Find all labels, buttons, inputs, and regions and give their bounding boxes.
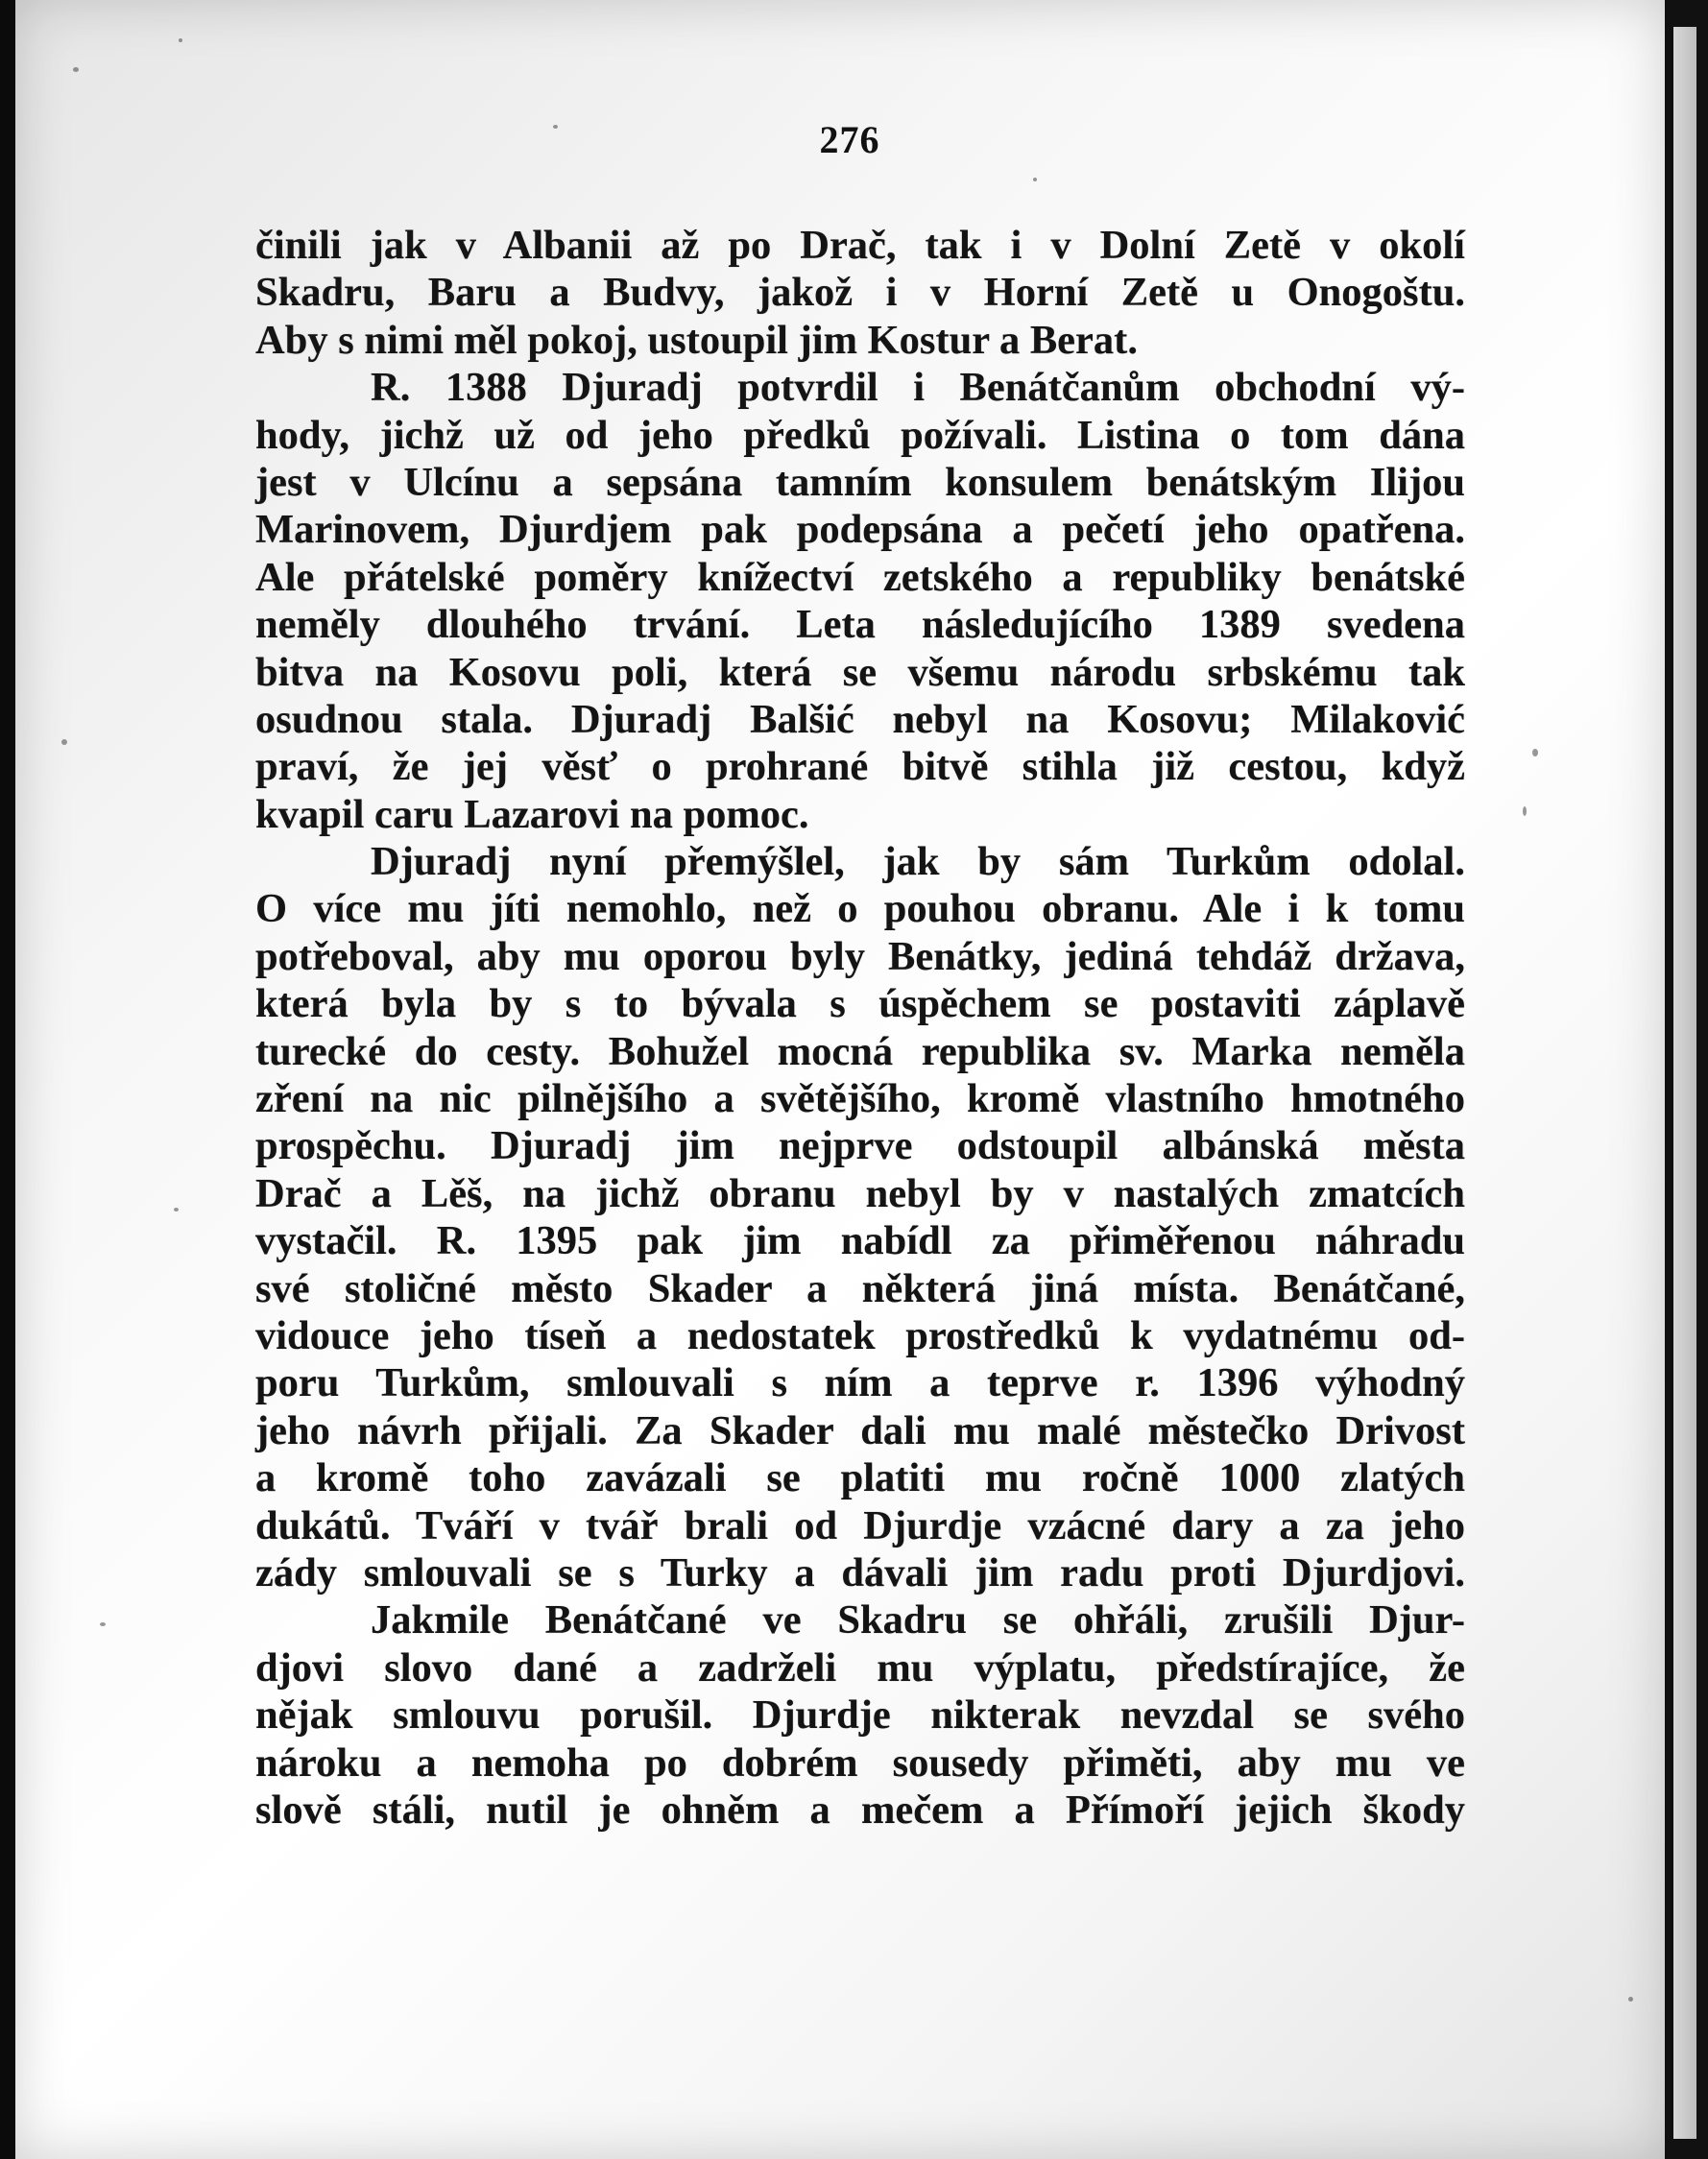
text-line: Skadru, Baru a Budvy, jakož i v Horní Zetě u Onogoštu.	[255, 270, 1465, 316]
text-line: R. 1388 Djuradj potvrdil i Benátčanům obchodní vý-	[371, 365, 1465, 411]
text-line: vidouce jeho tíseň a nedostatek prostředků k vydatnému od-	[255, 1312, 1465, 1358]
print-speck	[61, 739, 67, 745]
print-speck	[1033, 178, 1037, 181]
body-text	[255, 222, 1465, 1834]
text-line: djovi slovo dané a zadrželi mu výplatu, předstírajíce, že	[255, 1644, 1465, 1691]
text-line: a kromě toho zavázali se platiti mu ročně 1000 zlatých	[255, 1455, 1465, 1501]
page-number: 276	[819, 118, 880, 161]
scanned-page	[15, 0, 1665, 2159]
print-speck	[1523, 806, 1527, 816]
text-line: praví, že jej věsť o prohrané bitvě stihla již cestou, když	[255, 744, 1465, 790]
text-line: nároku a nemoha po dobrém sousedy přiměti, aby mu ve	[255, 1739, 1465, 1786]
text-line: Ale přátelské poměry knížectví zetského a republiky benátské	[255, 554, 1465, 600]
text-line: Aby s nimi měl pokoj, ustoupil jim Kostur a Berat.	[255, 317, 1138, 363]
text-line: vystačil. R. 1395 pak jim nabídl za přiměřenou náhradu	[255, 1218, 1465, 1264]
text-line: turecké do cesty. Bohužel mocná republika sv. Marka neměla	[255, 1028, 1465, 1074]
text-line: činili jak v Albanii až po Drač, tak i v Dolní Zetě v okolí	[255, 223, 1465, 268]
text-line: zření na nic pilnějšího a světějšího, kromě vlastního hmotného	[255, 1076, 1465, 1122]
next-page-edge	[1673, 27, 1696, 2139]
book-gutter	[1665, 0, 1708, 2159]
text-line: která byla by s to bývala s úspěchem se postaviti záplavě	[255, 981, 1465, 1027]
text-line: bitva na Kosovu poli, která se všemu národu srbskému tak	[255, 649, 1465, 695]
text-line: nějak smlouvu porušil. Djurdje nikterak nevzdal se svého	[255, 1692, 1465, 1739]
text-line: kvapil caru Lazarovi na pomoc.	[255, 791, 809, 837]
text-line: Drač a Lěš, na jichž obranu nebyl by v nastalých zmatcích	[255, 1170, 1465, 1216]
text-line: zády smlouvali se s Turky a dávali jim radu proti Djurdjovi.	[255, 1549, 1465, 1595]
text-line: O více mu jíti nemohlo, než o pouhou obranu. Ale i k tomu	[255, 886, 1465, 932]
text-line: slově stáli, nutil je ohněm a mečem a Přímoří jejich škody	[255, 1787, 1465, 1833]
print-speck	[179, 38, 182, 42]
print-speck	[100, 1622, 106, 1626]
text-line: dukátů. Tváří v tvář brali od Djurdje vzácné dary a za jeho	[255, 1502, 1465, 1548]
text-line: Marinovem, Djurdjem pak podepsána a pečetí jeho opatřena.	[255, 507, 1465, 553]
print-speck	[1628, 1997, 1633, 2002]
text-line: Jakmile Benátčané ve Skadru se ohřáli, zrušili Djur-	[371, 1597, 1465, 1643]
text-line: jeho návrh přijali. Za Skader dali mu malé městečko Drivost	[255, 1407, 1465, 1453]
text-line: poru Turkům, smlouvali s ním a teprve r. 1396 výhodný	[255, 1360, 1465, 1406]
text-line: jest v Ulcínu a sepsána tamním konsulem benátským Ilijou	[255, 459, 1465, 505]
text-line: osudnou stala. Djuradj Balšić nebyl na Kosovu; Milaković	[255, 696, 1465, 742]
text-line: Djuradj nyní přemýšlel, jak by sám Turkům odolal.	[371, 839, 1465, 885]
print-speck	[1532, 749, 1538, 756]
text-line: hody, jichž už od jeho předků požívali. Listina o tom dána	[255, 412, 1465, 458]
text-line: své stoličné město Skader a některá jiná místa. Benátčané,	[255, 1265, 1465, 1311]
print-speck	[73, 67, 79, 72]
text-line: neměly dlouhého trvání. Leta následujícího 1389 svedena	[255, 602, 1465, 648]
print-speck	[174, 1208, 179, 1211]
text-line: potřeboval, aby mu oporou byly Benátky, jediná tehdáž država,	[255, 933, 1465, 979]
text-line: prospěchu. Djuradj jim nejprve odstoupil albánská města	[255, 1123, 1465, 1169]
